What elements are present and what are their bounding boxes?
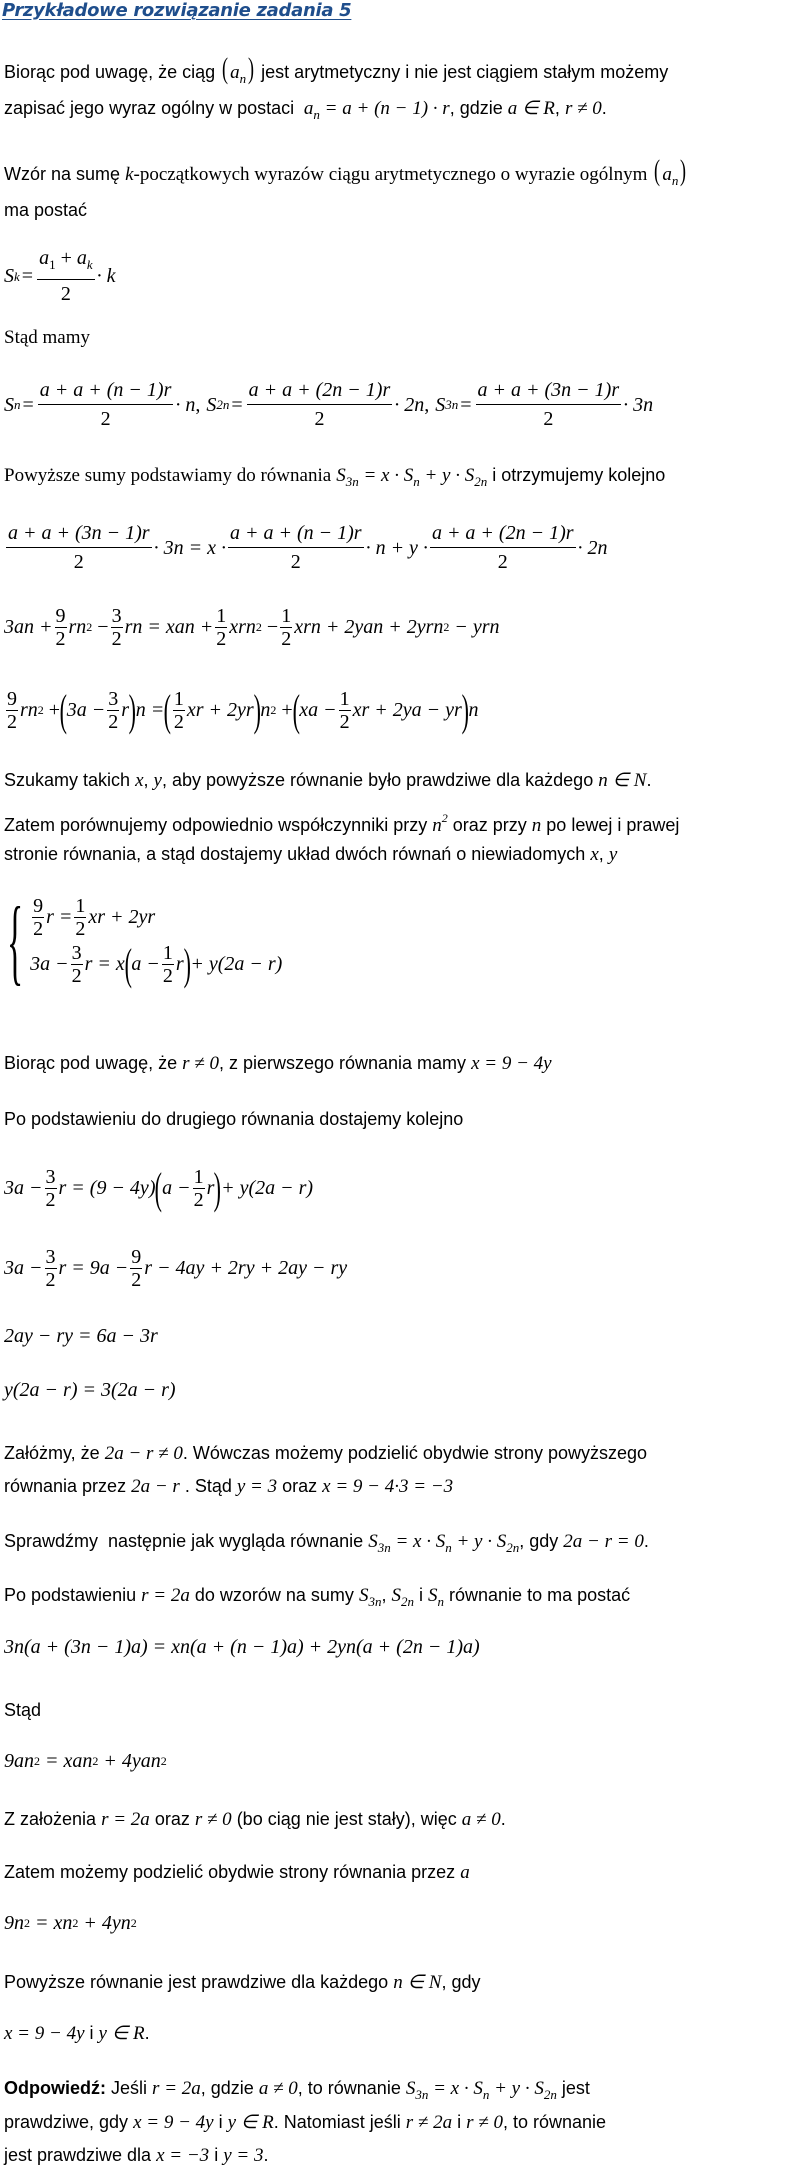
paragraph-true-for-all [4,1971,480,1994]
text: , gdzie [449,98,503,118]
text: , aby powyższe równanie było prawdziwe dla każdego [161,770,594,790]
equation-step-1: 3a − $\frac{3}{2}$ r = (9 − 4y) ( a − $\frac{1}{2}$ r ) + y(2a − r) [4,1163,314,1213]
text: , gdy [441,1972,481,1992]
formula-sum-equation: $S_{3n} = x \cdot S_n + y \cdot S_{2n}$ [405,2078,557,2102]
paragraph-check: Sprawdźmy następnie jak wygląda równanie $S_{3n} = x \cdot S_n + y \cdot S_{2n}$, gdy 2a − r = 0. [4,1531,649,1555]
fraction: $\frac{a + a + (2n - 1)r}{2}$ [248,379,391,430]
text: , gdzie [200,2078,254,2098]
text: Zatem porównujemy odpowiednio współczynniki przy [4,815,428,835]
text: Powyższe sumy podstawiamy do równania [4,465,332,486]
equation-sums: S n = $\frac{a + a + (n - 1)r}{2}$ · n , S 2n = $\frac{a + a + (2n - 1)r}{2}$ · 2n , S 3n = $\frac{a + a + (3n - 1)r}{2}$ · 3n [4,377,653,433]
text: Biorąc pod uwagę, że ciąg [4,62,216,82]
equation-n2: 9n 2 = xn 2 + 4yn 2 [4,1912,137,1934]
text: Powyższe równanie jest prawdziwe dla każdego [4,1972,389,1992]
formula-x-9-4y: x = 9 − 4y [4,2023,85,2044]
fraction: $\frac{a + a + (3n - 1)r}{2}$ [8,522,150,573]
formula-x: x [135,770,144,791]
paragraph-find-xy: Szukamy takich x, y, aby powyższe równanie było prawdziwe dla każdego n ∈ N. [4,770,652,791]
formula-a-not-zero: a ≠ 0 [461,1809,501,1830]
paragraph-divide [4,1861,470,1884]
text: oraz [282,1476,318,1496]
formula-r-not-2a: r ≠ 2a [405,2112,453,2133]
formula-y-in-R: y ∈ R [227,2112,274,2133]
text: stronie równania, a stąd dostajemy układ dwóch równań o niewiadomych [4,844,586,864]
paragraph-first-eq [4,1052,552,1075]
fraction: $\frac{a + a + (2n - 1)r}{2}$ [431,522,574,573]
formula-x: x [590,844,599,865]
text: . Natomiast jeśli [273,2112,401,2132]
formula-r-2a: r = 2a [141,1585,190,1606]
answer-line1 [4,2077,590,2106]
formula-y: y [153,770,162,791]
equation-final: x = 9 − 4y i y ∈ R. [4,2023,150,2044]
text: , gdy [519,1531,559,1551]
paragraph-assumption: Z założenia r = 2a oraz r ≠ 0 (bo ciąg nie jest stały), więc a ≠ 0. [4,1809,506,1830]
paragraph-intro-line2 [4,97,607,126]
formula-y-3: y = 3 [236,1476,278,1497]
answer-line2: prawdziwe, gdy x = 9 − 4y i y ∈ R. Natomiast jeśli r ≠ 2a i r ≠ 0, to równanie [4,2112,607,2133]
equation-step-3: 2ay − ry = 6a − 3r [4,1325,158,1347]
paragraph-hence: Stąd mamy [4,327,91,348]
formula-n: n [531,815,542,836]
text: po lewej i prawej [546,815,680,835]
paragraph-substitute [4,464,665,493]
formula-y: y [608,844,618,865]
formula-x-minus-3: x = −3 [156,2145,210,2166]
formula-r-not-zero: r ≠ 0 [466,2112,503,2133]
paragraph-compare-line2: stronie równania, a stąd dostajemy układ dwóch równań o niewiadomych x, y [4,844,618,865]
formula-k: k [125,164,134,185]
formula-r-2a: r = 2a [152,2078,201,2099]
answer-line3: jest prawdziwe dla x = −3 i y = 3. [4,2145,269,2166]
text: , [554,98,560,118]
formula-y-in-R: y ∈ R [98,2023,145,2044]
text: oraz [154,1809,190,1829]
fraction: $\frac{a + a + (n - 1)r}{2}$ [229,522,362,573]
text: Szukamy takich [4,770,131,790]
formula-r-not-zero: r ≠ 0 [194,1809,232,1830]
page-title: Przykładowe rozwiązanie zadania 5 [2,0,352,21]
paragraph-assume-line2 [4,1475,453,1498]
formula-a-in-R: a ∈ R [507,98,555,119]
fraction: $\frac{a_1 + a_k}{2}$ [39,247,93,305]
text: Załóżmy, że [4,1443,100,1463]
fraction: $\frac{a + a + (3n - 1)r}{2}$ [477,379,620,430]
text: prawdziwe, gdy [4,2112,129,2132]
text: Biorąc pod uwagę, że [4,1053,178,1073]
text: . Stąd [184,1476,232,1496]
paragraph-sum-formula-line1 [4,154,688,192]
text: Jeśli [111,2078,148,2098]
formula-x-9-4y: x = 9 − 4y [133,2112,214,2133]
formula-x-result: x = 9 − 4y [471,1053,552,1074]
text: , to równanie [297,2078,401,2098]
formula-n-in-N: n ∈ N [598,770,647,791]
formula-a: a [460,1862,470,1883]
equation-sk: S k = $\frac{a_1 + a_k}{2}$ · k [4,245,116,308]
formula-r-not-zero: r ≠ 0 [564,98,602,119]
paragraph-substitute-r: Po podstawieniu r = 2a do wzorów na sumy $S_{3n}$, $S_{2n}$ i $S_n$ równanie to ma postać [4,1585,631,1609]
paragraph-compare-line1 [4,807,679,837]
equation-step-4: y(2a − r) = 3(2a − r) [4,1379,176,1401]
text: jest arytmetyczny i nie jest ciągiem stałym możemy [261,62,669,82]
formula-n-squared: $n^2$ [432,811,448,836]
paragraph-intro-line1 [4,52,669,90]
text: Wzór na sumę [4,164,121,184]
formula-2a-r-not-zero: 2a − r ≠ 0 [104,1443,183,1464]
formula-general-term: $a_n = a + (n - 1) \cdot r$ [303,98,450,122]
text: Po podstawieniu [4,1585,137,1605]
text: Z założenia [4,1809,97,1829]
text: do wzorów na sumy [194,1585,354,1605]
text: równanie to ma postać [449,1585,631,1605]
formula-sequence: ( $a_n$) [222,52,255,86]
text: Sprawdźmy następnie jak wygląda równanie [4,1531,364,1551]
formula-sum-equation: $S_{3n} = x \cdot S_n + y \cdot S_{2n}$ [368,1531,520,1555]
equation-an2: 9an 2 = xan 2 + 4yan 2 [4,1750,167,1772]
formula-sum-equation: $S_{3n} = x \cdot S_n + y \cdot S_{2n}$ [336,465,488,489]
formula-sequence: ( $a_n$) [654,154,687,188]
system-equation-2: 3a − $\frac{3}{2}$ r = x ( a − $\frac{1}{2}$ r ) + y(2a − r) [30,939,283,989]
text: jest [561,2078,590,2098]
text: , z pierwszego równania mamy [218,1053,467,1073]
paragraph-assume-line1 [4,1442,647,1465]
text: Zatem możemy podzielić obydwie strony równania przez [4,1862,456,1882]
equation-expanded: 3an + $\frac{9}{2}$ rn 2 − $\frac{3}{2}$ rn = xan + $\frac{1}{2}$ xrn 2 − $\frac{1}{2}$ xrn + 2yan + 2yrn 2 − yrn [4,605,500,650]
equation-grouped: $\frac{9}{2}$ rn 2 + ( 3a − $\frac{3}{2}$ r ) n = ( $\frac{1}{2}$ xr + 2yr ) n 2 + ( xa − $\frac{1}{2}$ xr + 2ya − yr ) n [7,685,479,735]
paragraph-second-eq: Po podstawieniu do drugiego równania dostajemy kolejno [4,1109,464,1129]
equation-step-2: 3a − $\frac{3}{2}$ r = 9a − $\frac{9}{2}$ r − 4ay + 2ry + 2ay − ry [4,1246,348,1291]
text: równania przez [4,1476,127,1496]
text: oraz przy [452,815,527,835]
formula-x-result: x = 9 − 4·3 = −3 [322,1476,454,1497]
formula-sums-list: $S_{3n}$ [358,1585,382,1609]
text: i otrzymujemy kolejno [492,465,666,485]
formula-a-not-zero: a ≠ 0 [258,2078,298,2099]
fraction: $\frac{a + a + (n - 1)r}{2}$ [39,379,172,430]
text: -początkowych wyrazów ciągu arytmetycznego o wyrazie ogólnym [133,164,648,185]
formula-n-in-N: n ∈ N [393,1972,442,1993]
brace-icon: { [6,887,24,994]
text: (bo ciąg nie jest stały), więc [236,1809,457,1829]
formula-2a-r-zero: 2a − r = 0 [563,1531,644,1552]
formula-r-2a: r = 2a [101,1809,150,1830]
text: . [601,98,607,118]
equation-system [2,887,283,994]
equation-r-2a: 3n(a + (3n − 1)a) = xn(a + (n − 1)a) + 2yn(a + (2n − 1)a) [4,1636,480,1658]
system-equation-1: $\frac{9}{2}$ r = $\frac{1}{2}$ xr + 2yr [33,895,156,940]
formula-y-3: y = 3 [223,2145,264,2166]
text: . Wówczas możemy podzielić obydwie strony powyższego [182,1443,648,1463]
paragraph-sum-formula-line2: ma postać [4,200,88,220]
text: zapisać jego wyraz ogólny w postaci [4,98,295,118]
answer-label: Odpowiedź: [4,2078,106,2098]
paragraph-hence-2: Stąd [4,1700,42,1720]
text: jest prawdziwe dla [4,2145,152,2165]
text: , to równanie [502,2112,607,2132]
formula-r-not-zero: r ≠ 0 [182,1053,219,1074]
formula-2a-r: 2a − r [131,1476,180,1497]
equation-substituted: $\frac{a + a + (3n - 1)r}{2}$ · 3n = x · $\frac{a + a + (n - 1)r}{2}$ · n + y · $\frac{a + a + (2n - 1)r}{2}$ · 2n [4,520,608,576]
